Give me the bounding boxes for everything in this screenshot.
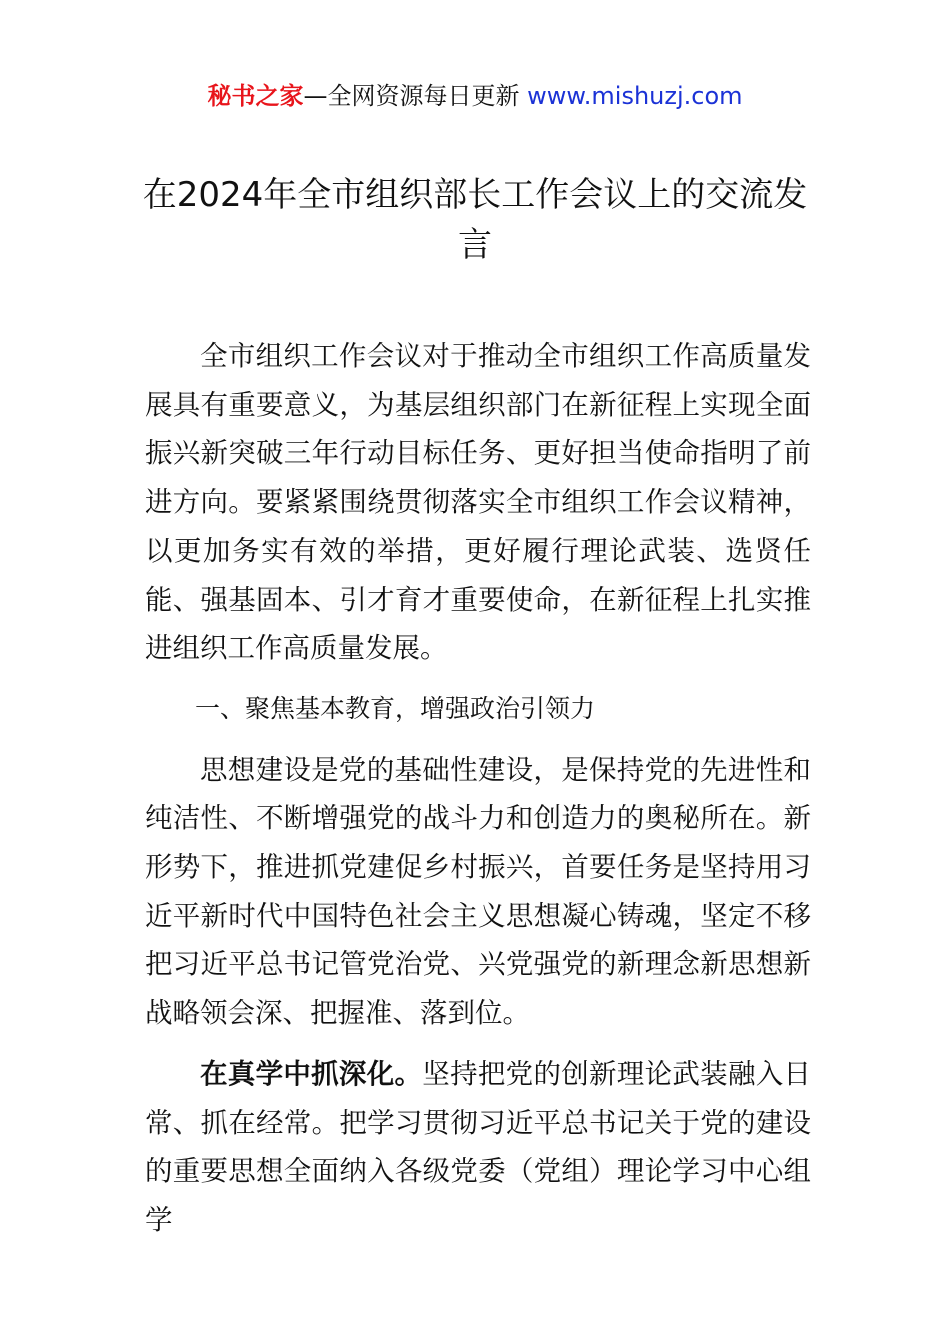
- section-heading: 一、聚焦基本教育，增强政治引领力: [195, 693, 596, 723]
- body-paragraph: 思想建设是党的基础性建设，是保持党的先进性和纯洁性、不断增强党的战斗力和创造力的奥秘所在。新形势下，推进抓党建促乡村振兴，首要任务是坚持用习近平新时代中国特色社会主义思想凝心铸魂，坚定不移把习近平总书记管党治党、兴党强党的新理念新思想新战略领会深、把握准、落到位。: [145, 753, 811, 1030]
- document-body: [145, 332, 811, 1245]
- site-header: [0, 80, 950, 112]
- body-paragraph-with-lead: [145, 1050, 811, 1245]
- site-url-link[interactable]: www.mishuzj.com: [527, 82, 743, 110]
- document-title: 在2024年全市组织部长工作会议上的交流发言: [142, 175, 808, 265]
- intro-paragraph: 全市组织工作会议对于推动全市组织工作高质量发展具有重要意义，为基层组织部门在新征程上实现全面振兴新突破三年行动目标任务、更好担当使命指明了前进方向。要紧紧围绕贯彻落实全市组织工作会议精神，以更加务实有效的举措，更好履行理论武装、选贤任能、强基固本、引才育才重要使命，在新征程上扎实推进组织工作高质量发展。: [145, 340, 811, 665]
- site-tagline: —全网资源每日更新: [303, 82, 528, 110]
- site-brand: 秘书之家: [207, 82, 304, 110]
- paragraph-lead: 在真学中抓深化。: [200, 1057, 423, 1090]
- paragraph-text: 坚持把党的创新理论武装融入日常、抓在经常。把学习贯彻习近平总书记关于党的建设的重要思想全面纳入各级党委（党组）理论学习中心组学: [145, 1057, 812, 1236]
